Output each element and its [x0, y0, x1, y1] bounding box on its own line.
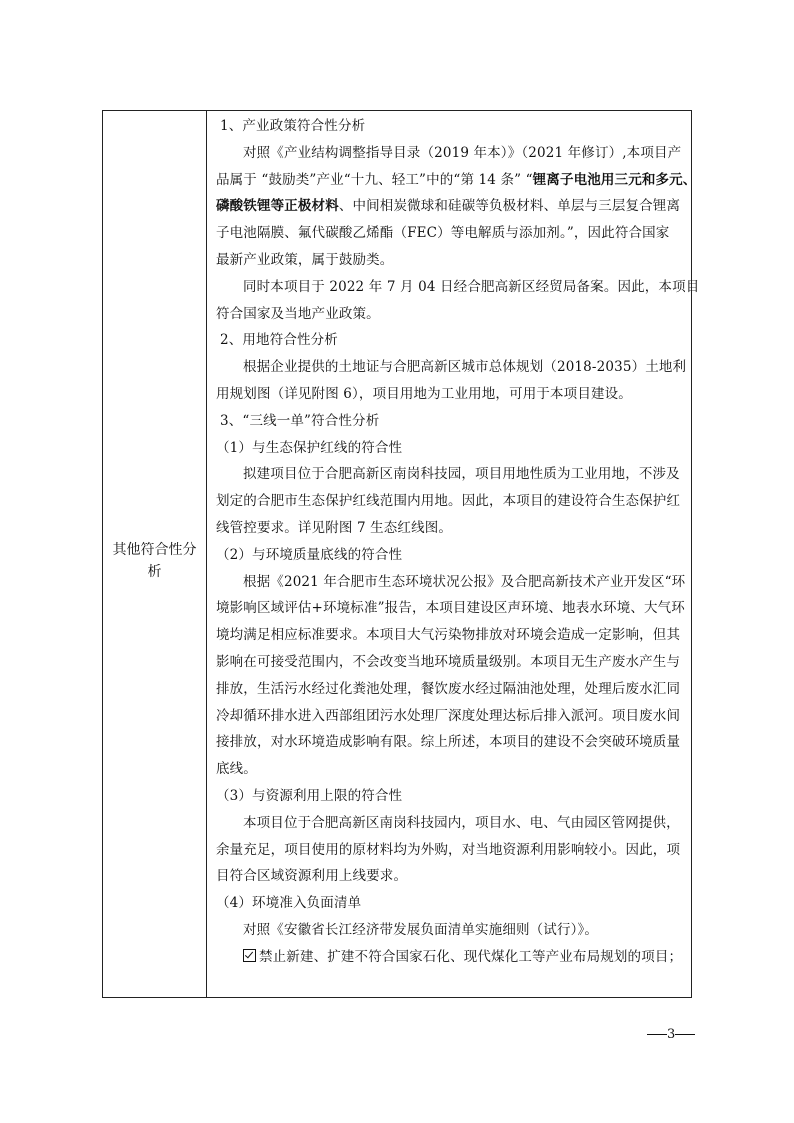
subsection-heading: （4）环境准入负面清单 [216, 895, 362, 912]
paragraph-line: 冷却循环排水进入西部组团污水处理厂深度处理达标后排入派河。项目废水间 [216, 707, 681, 724]
content-column [208, 111, 700, 997]
dash-right [675, 1034, 695, 1036]
paragraph-line: 境均满足相应标准要求。本项目大气污染物排放对环境会造成一定影响，但其 [216, 627, 681, 644]
paragraph-line: 境影响区域评估+环境标准”报告，本项目建设区声环境、地表水环境、大气环 [216, 600, 685, 617]
paragraph-line: 本项目位于合肥高新区南岗科技园内，项目水、电、气由园区管网提供， [243, 814, 680, 831]
subsection-heading: （2）与环境质量底线的符合性 [216, 546, 403, 563]
paragraph-line: 子电池隔膜、氟代碳酸乙烯酯（FEC）等电解质与添加剂。”，因此符合国家 [216, 225, 670, 242]
subsection-heading: （3）与资源利用上限的符合性 [216, 787, 403, 804]
paragraph-line: 符合国家及当地产业政策。 [216, 305, 380, 322]
paragraph-line: 线管控要求。详见附图 7 生态红线图。 [216, 519, 453, 536]
row-label: 其他符合性分析 [112, 542, 197, 580]
paragraph-line: 根据《2021 年合肥市生态环境状况公报》及合肥高新技术产业开发区“环 [243, 573, 686, 590]
paragraph-line: 磷酸铁锂等正极材料、中间相炭微球和硅碳等负极材料、单层与三层复合锂离 [216, 198, 681, 215]
checklist-item: 禁止新建、扩建不符合国家石化、现代煤化工等产业布局规划的项目； [216, 944, 685, 971]
page-number: 3 [647, 1027, 695, 1042]
paragraph-line: 底线。 [216, 761, 257, 778]
checked-box-icon [243, 949, 256, 962]
section-heading-land-use: 2、用地符合性分析 [220, 332, 338, 349]
paragraph-line: 最新产业政策，属于鼓励类。 [216, 251, 394, 268]
paragraph-line: 影响在可接受范围内，不会改变当地环境质量级别。本项目无生产废水产生与 [216, 653, 681, 670]
section-heading-industry-policy: 1、产业政策符合性分析 [220, 118, 366, 134]
paragraph-line: 目符合区域资源利用上线要求。 [216, 868, 408, 885]
paragraph-line: 同时本项目于 2022 年 7 月 04 日经合肥高新区经贸局备案。因此，本项目 [243, 278, 700, 295]
paragraph-line: 用规划图（详见附图 6），项目用地为工业用地，可用于本项目建设。 [216, 385, 632, 402]
bold-phrase: 锂离子电池用三元和多元、 [532, 171, 697, 188]
section-heading-three-lines: 3、“三线一单”符合性分析 [220, 412, 380, 429]
paragraph-line: 根据企业提供的土地证与合肥高新区城市总体规划（2018-2035）土地利 [243, 359, 687, 376]
paragraph-line: 品属于 “鼓励类”产业“十九、轻工”中的“第 14 条” “锂离子电池用三元和多元、 [216, 171, 697, 188]
paragraph-line: 对照《安徽省长江经济带发展负面清单实施细则（试行）》。 [243, 921, 599, 938]
dash-left [647, 1034, 667, 1036]
paragraph-line: 余量充足，项目使用的原材料均为外购，对当地资源利用影响较小。因此，项 [216, 841, 681, 858]
analysis-table [102, 110, 700, 998]
paragraph-line: 拟建项目位于合肥高新区南岗科技园，项目用地性质为工业用地，不涉及 [243, 466, 680, 483]
paragraph-line: 排放，生活污水经过化粪池处理，餐饮废水经过隔油池处理，处理后废水汇同 [216, 680, 681, 697]
subsection-heading: （1）与生态保护红线的符合性 [216, 439, 403, 456]
left-column [103, 111, 207, 997]
bold-phrase: 磷酸铁锂等正极材料 [216, 198, 339, 215]
paragraph-line: 划定的合肥市生态保护红线范围内用地。因此，本项目的建设符合生态保护红 [216, 493, 681, 510]
paragraph-line: 接排放，对水环境造成影响有限。综上所述，本项目的建设不会突破环境质量 [216, 734, 681, 751]
paragraph-line: 对照《产业结构调整指导目录（2019 年本）》（2021 年修订）,本项目产 [243, 144, 682, 161]
